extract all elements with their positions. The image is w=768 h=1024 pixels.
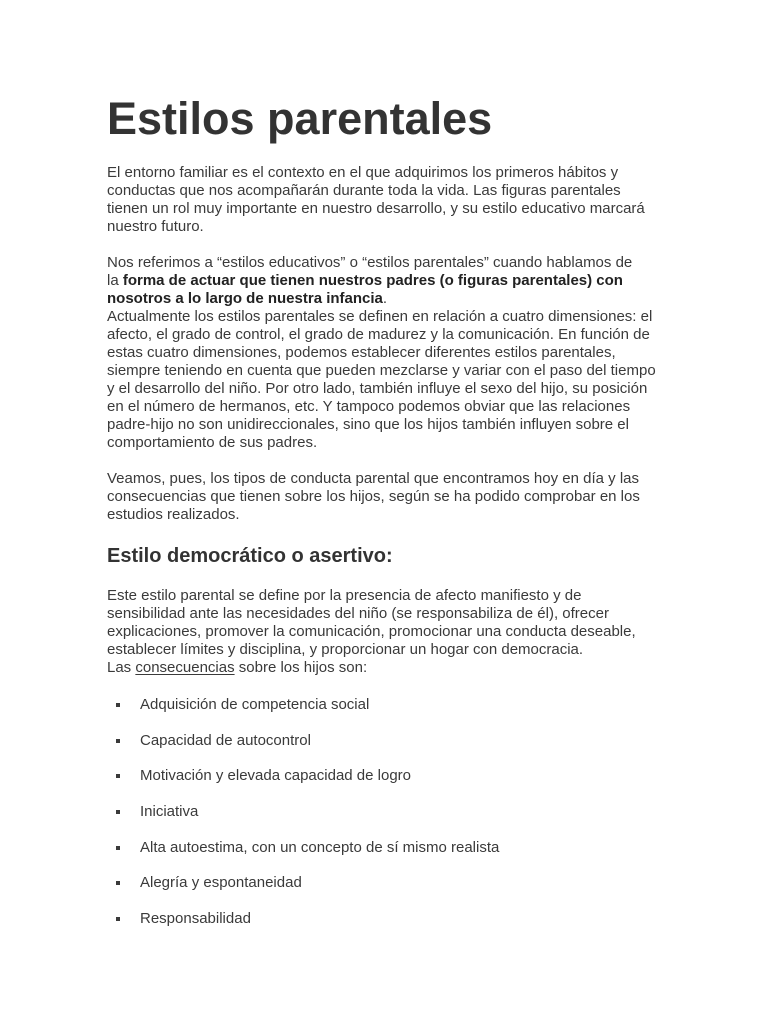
definition-line [107,272,656,290]
section-heading-democratic: Estilo democrático o asertivo: [107,545,393,567]
definition-line: padre-hijo no son unidireccionales, sino que los hijos también influyen sobre el [107,416,629,433]
definition-line: siempre teniendo en cuenta que pueden mezclarse y variar con el paso del tiempo [107,362,656,379]
definition-line: en el número de hermanos, etc. Y tampoco podemos obviar que las relaciones [107,398,631,415]
consequences-prefix: Las [107,659,136,676]
list-item-text: Responsabilidad [140,910,251,928]
consequences-suffix: sobre los hijos son: [234,659,368,676]
square-bullet-icon [116,774,120,778]
list-item-text: Adquisición de competencia social [140,696,370,713]
list-item-text: Alta autoestima, con un concepto de sí mismo realista [140,838,500,856]
consequences-link[interactable]: consecuencias [135,659,235,676]
consequences-line [107,659,636,677]
definition-emphasis: forma de actuar que tienen nuestros padres (o figuras parentales) con [122,272,623,289]
definition-paragraph [107,254,656,452]
definition-text: . [382,290,388,307]
definition-line: Actualmente los estilos parentales se definen en relación a cuatro dimensiones: el [107,308,653,325]
list-item-text: Iniciativa [140,803,199,821]
definition-line: Nos referimos a “estilos educativos” o “estilos parentales” cuando hablamos de [107,254,633,271]
intro-line: nuestro futuro. [107,218,204,235]
intro-line: El entorno familiar es el contexto en el que adquirimos los primeros hábitos y [107,164,619,181]
intro-line: tienen un rol muy importante en nuestro desarrollo, y su estilo educativo marcará [107,200,645,217]
definition-line [107,290,656,308]
intro-line: conductas que nos acompañarán durante toda la vida. Las figuras parentales [107,182,621,199]
list-item-text: Capacidad de autocontrol [140,731,311,749]
square-bullet-icon [116,739,120,743]
square-bullet-icon [116,810,120,814]
square-bullet-icon [116,881,120,885]
intro-paragraph [107,164,645,236]
definition-emphasis: nosotros a lo largo de nuestra infancia [107,290,383,307]
square-bullet-icon [116,703,120,707]
democratic-line: Este estilo parental se define por la presencia de afecto manifiesto y de [107,587,582,604]
types-intro-line: estudios realizados. [107,506,240,523]
square-bullet-icon [116,846,120,850]
document-title: Estilos parentales [107,93,493,144]
democratic-line: sensibilidad ante las necesidades del niño (se responsabiliza de él), ofrecer [107,605,609,622]
list-item-text: Alegría y espontaneidad [140,874,302,892]
democratic-line: establecer límites y disciplina, y proporcionar un hogar con democracia. [107,641,584,658]
types-intro-line: Veamos, pues, los tipos de conducta parental que encontramos hoy en día y las [107,470,640,487]
types-intro-line: consecuencias que tienen sobre los hijos, según se ha podido comprobar en los [107,488,640,505]
democratic-line: explicaciones, promover la comunicación, promocionar una conducta deseable, [107,623,636,640]
definition-line: y el desarrollo del niño. Por otro lado, también influye el sexo del hijo, su posición [107,380,648,397]
list-item-text: Motivación y elevada capacidad de logro [140,767,412,785]
square-bullet-icon [116,917,120,921]
definition-line: afecto, el grado de control, el grado de madurez y la comunicación. En función de [107,326,650,343]
definition-line: estas cuatro dimensiones, podemos establecer diferentes estilos parentales, [107,344,616,361]
definition-line: comportamiento de sus padres. [107,434,318,451]
democratic-paragraph [107,587,636,677]
definition-text: la [107,272,123,289]
types-intro-paragraph [107,470,640,524]
